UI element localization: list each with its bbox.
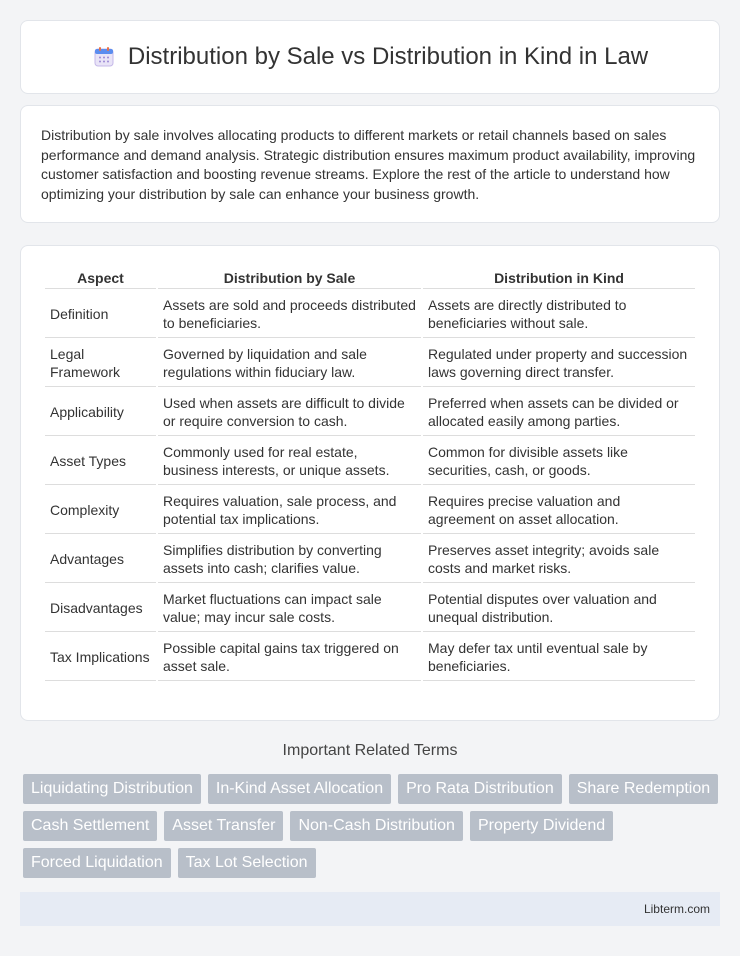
aspect-cell: Legal Framework <box>45 340 156 387</box>
kind-cell: Assets are directly distributed to beneficiaries without sale. <box>423 291 695 338</box>
aspect-cell: Asset Types <box>45 438 156 485</box>
related-term-tag[interactable]: Liquidating Distribution <box>23 774 201 804</box>
sale-cell: Simplifies distribution by converting assets into cash; clarifies value. <box>158 536 421 583</box>
table-row <box>45 536 695 583</box>
related-term-tag[interactable]: Tax Lot Selection <box>178 848 316 878</box>
sale-cell: Market fluctuations can impact sale value; may incur sale costs. <box>158 585 421 632</box>
header-sale: Distribution by Sale <box>158 268 421 289</box>
page-title: Distribution by Sale vs Distribution in Kind in Law <box>127 43 649 70</box>
kind-cell: Preserves asset integrity; avoids sale costs and market risks. <box>423 536 695 583</box>
kind-cell: Common for divisible assets like securities, cash, or goods. <box>423 438 695 485</box>
related-term-tag[interactable]: Pro Rata Distribution <box>398 774 562 804</box>
intro-card <box>20 105 720 223</box>
table-row <box>45 487 695 534</box>
header-kind: Distribution in Kind <box>423 268 695 289</box>
aspect-cell: Tax Implications <box>45 634 156 681</box>
table-header-row <box>45 268 695 289</box>
comparison-table-card <box>20 245 720 721</box>
related-term-tag[interactable]: Asset Transfer <box>164 811 283 841</box>
related-term-tag[interactable]: Non-Cash Distribution <box>290 811 463 841</box>
aspect-cell: Applicability <box>45 389 156 436</box>
related-terms-list <box>23 774 723 878</box>
kind-cell: Regulated under property and succession laws governing direct transfer. <box>423 340 695 387</box>
header-aspect: Aspect <box>45 268 156 289</box>
table-row <box>45 389 695 436</box>
aspect-cell: Complexity <box>45 487 156 534</box>
kind-cell: Preferred when assets can be divided or allocated easily among parties. <box>423 389 695 436</box>
related-term-tag[interactable]: Forced Liquidation <box>23 848 171 878</box>
intro-text: Distribution by sale involves allocating products to different markets or retail channels based on sales performance and demand analysis. Strategic distribution ensures maximum product availability, improving customer satisfaction and boosting revenue streams. Explore the rest of the article to understand how optimizing your distribution by sale can enhance your business growth. <box>41 127 696 202</box>
kind-cell: Requires precise valuation and agreement on asset allocation. <box>423 487 695 534</box>
kind-cell: May defer tax until eventual sale by beneficiaries. <box>423 634 695 681</box>
kind-cell: Potential disputes over valuation and unequal distribution. <box>423 585 695 632</box>
related-term-tag[interactable]: Property Dividend <box>470 811 613 841</box>
related-terms-title: Important Related Terms <box>282 742 458 759</box>
table-row <box>45 340 695 387</box>
footer <box>20 892 720 926</box>
title-card <box>20 20 720 94</box>
table-row <box>45 634 695 681</box>
aspect-cell: Advantages <box>45 536 156 583</box>
sale-cell: Commonly used for real estate, business interests, or unique assets. <box>158 438 421 485</box>
aspect-cell: Disadvantages <box>45 585 156 632</box>
sale-cell: Requires valuation, sale process, and potential tax implications. <box>158 487 421 534</box>
table-row <box>45 438 695 485</box>
sale-cell: Assets are sold and proceeds distributed to beneficiaries. <box>158 291 421 338</box>
sale-cell: Used when assets are difficult to divide or require conversion to cash. <box>158 389 421 436</box>
sale-cell: Governed by liquidation and sale regulations within fiduciary law. <box>158 340 421 387</box>
calendar-icon <box>92 45 116 69</box>
related-term-tag[interactable]: Cash Settlement <box>23 811 157 841</box>
table-row <box>45 585 695 632</box>
footer-site-link[interactable]: Libterm.com <box>643 902 710 916</box>
aspect-cell: Definition <box>45 291 156 338</box>
sale-cell: Possible capital gains tax triggered on asset sale. <box>158 634 421 681</box>
table-row <box>45 291 695 338</box>
related-term-tag[interactable]: Share Redemption <box>569 774 718 804</box>
related-term-tag[interactable]: In-Kind Asset Allocation <box>208 774 391 804</box>
comparison-table <box>43 266 697 683</box>
